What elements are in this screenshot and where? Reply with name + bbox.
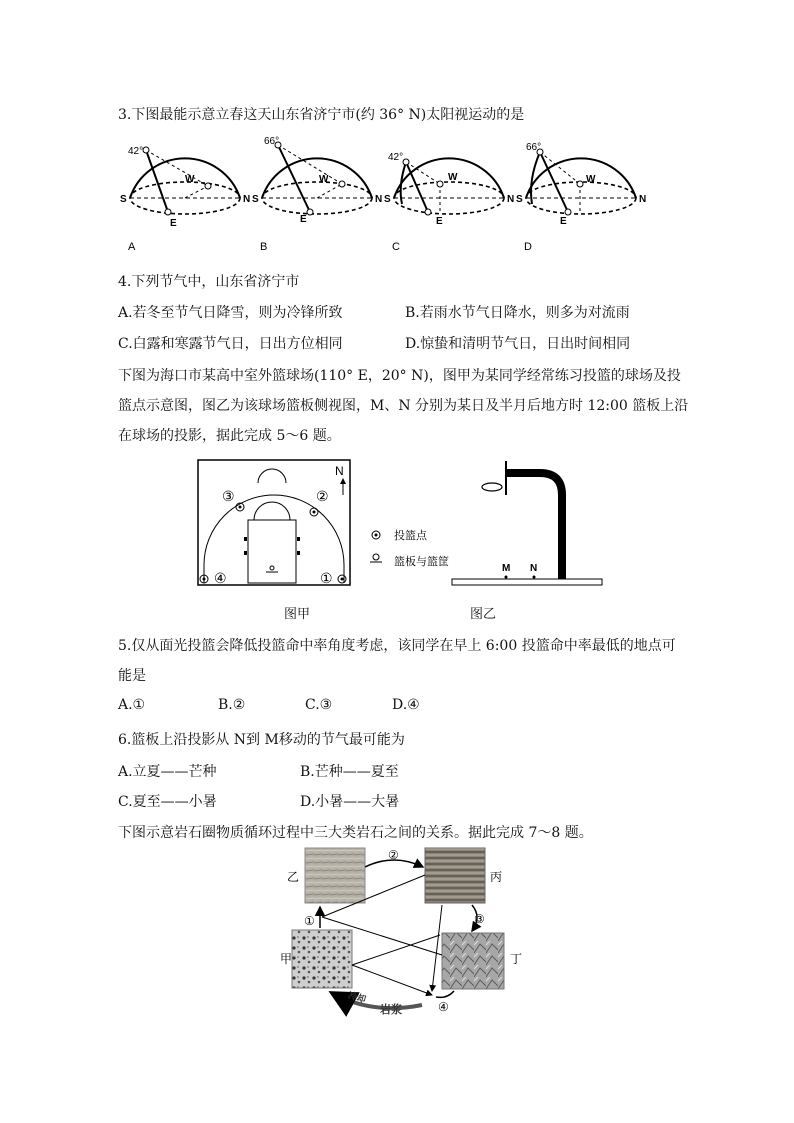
svg-text:①: ① — [304, 914, 315, 928]
figure-b — [252, 136, 382, 253]
figure-c — [384, 152, 514, 253]
label-n: N — [530, 563, 538, 574]
q5-option-a[interactable]: A.① — [118, 697, 146, 713]
svg-text:E: E — [560, 216, 567, 227]
jia-rock-image — [292, 930, 352, 988]
figure-letter: C — [392, 241, 400, 253]
intro56-line1: 下图为海口市某高中室外篮球场(110° E，20° N)，图甲为某同学经常练习投篮的球场及投 — [118, 368, 681, 384]
q5-stem-line1: 5.仅从面光投篮会降低投篮命中率角度考虑，该同学在早上 6:00 投篮命中率最低的地点可 — [118, 638, 676, 654]
svg-text:④: ④ — [438, 1000, 449, 1014]
svg-text:N: N — [639, 194, 647, 205]
angle-label: 66° — [264, 136, 280, 147]
caption-fig-b: 图乙 — [470, 606, 497, 621]
label-jia: 甲 — [280, 952, 293, 966]
q4-option-b[interactable]: B.若雨水节气日降水，则多为对流雨 — [405, 305, 630, 321]
q6-option-a[interactable]: A.立夏——芒种 — [118, 764, 217, 780]
court-legend — [370, 528, 449, 568]
caption-fig-a: 图甲 — [284, 606, 311, 621]
q6-option-c[interactable]: C.夏至——小暑 — [118, 794, 217, 810]
q6-option-d[interactable]: D.小暑——大暑 — [300, 794, 400, 810]
shot-point-3: ③ — [222, 488, 235, 504]
svg-text:E: E — [436, 216, 443, 227]
figure-letter: A — [128, 241, 136, 253]
svg-text:S: S — [384, 194, 391, 205]
court-plan — [198, 460, 350, 586]
svg-text:W: W — [448, 172, 458, 183]
north-label: N — [335, 464, 344, 478]
svg-text:E: E — [300, 214, 307, 225]
svg-text:S: S — [516, 194, 523, 205]
shot-point-4: ④ — [214, 570, 227, 586]
court-figures — [190, 455, 610, 595]
q4-option-a[interactable]: A.若冬至节气日降雪，则为冷锋所致 — [118, 305, 343, 321]
shot-point-1: ① — [320, 570, 333, 586]
label-bing: 丙 — [490, 870, 503, 884]
svg-text:③: ③ — [474, 912, 485, 926]
q4-stem: 4.下列节气中，山东省济宁市 — [118, 274, 300, 290]
sun-path-figures — [118, 130, 658, 255]
q5-stem-line2: 能是 — [118, 668, 146, 684]
shot-point-2: ② — [316, 488, 329, 504]
q6-stem: 6.篮板上沿投影从 N到 M移动的节气最可能为 — [118, 732, 405, 748]
label-ding: 丁 — [510, 952, 523, 966]
yi-rock-image — [305, 848, 365, 903]
q3-stem: 3.下图最能示意立春这天山东省济宁市(约 36° N)太阳视运动的是 — [118, 107, 525, 123]
intro78-text: 下图示意岩石圈物质循环过程中三大类岩石之间的关系。据此完成 7～8 题。 — [118, 825, 593, 841]
figure-letter: B — [260, 241, 268, 253]
q5-option-d[interactable]: D.④ — [392, 697, 420, 713]
q4-option-d[interactable]: D.惊蛰和清明节气日，日出时间相同 — [405, 336, 631, 352]
svg-text:W: W — [319, 174, 329, 185]
svg-text:S: S — [120, 194, 127, 205]
figure-d — [516, 142, 646, 253]
svg-text:投篮点: 投篮点 — [394, 530, 427, 542]
label-yi: 乙 — [287, 870, 300, 884]
label-m: M — [502, 563, 511, 574]
figure-letter: D — [524, 241, 532, 253]
intro56-line2: 篮点示意图，图乙为该球场篮板侧视图，M、N 分别为某日及半月后地方时 12:00 篮板上沿 — [118, 398, 689, 414]
svg-text:N: N — [507, 194, 515, 205]
svg-text:N: N — [375, 194, 383, 205]
svg-text:S: S — [252, 194, 259, 205]
q6-option-b[interactable]: B.芒种——夏至 — [300, 764, 399, 780]
svg-text:篮板与篮筐: 篮板与篮筐 — [394, 556, 449, 568]
bing-rock-image — [425, 848, 485, 903]
ding-rock-image — [442, 933, 504, 989]
svg-text:W: W — [586, 174, 596, 185]
svg-text:E: E — [170, 218, 177, 229]
figure-a — [120, 146, 250, 253]
q5-option-c[interactable]: C.③ — [305, 697, 333, 713]
angle-label: 42° — [128, 146, 144, 157]
angle-label: 42° — [388, 152, 404, 163]
q4-option-c[interactable]: C.白露和寒露节气日，日出方位相同 — [118, 336, 343, 352]
cooling-label: 冷却 — [347, 990, 368, 1005]
rock-cycle-diagram — [282, 845, 532, 1020]
svg-text:N: N — [243, 194, 251, 205]
intro56-line3: 在球场的投影，据此完成 5～6 题。 — [118, 428, 341, 444]
angle-label: 66° — [526, 142, 542, 153]
backboard-side-view — [452, 461, 602, 585]
svg-text:②: ② — [388, 848, 399, 862]
svg-text:W: W — [185, 174, 195, 185]
q5-option-b[interactable]: B.② — [218, 697, 246, 713]
magma-label: 岩浆 — [380, 1004, 402, 1016]
